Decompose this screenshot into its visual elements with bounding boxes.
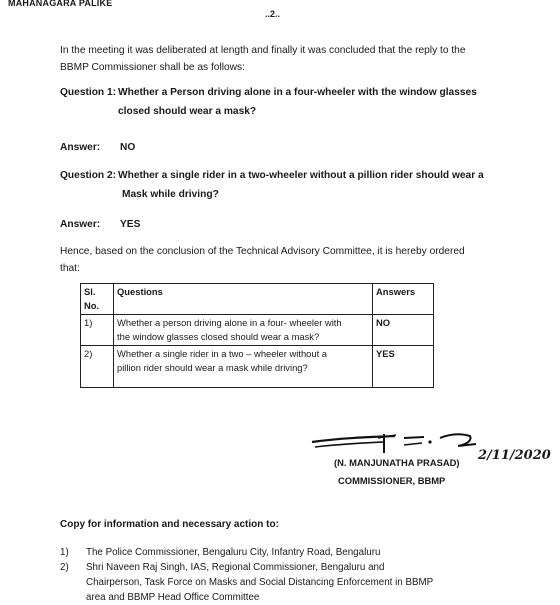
answer-1-label: Answer:: [60, 142, 101, 153]
row-1-answer: NO: [373, 315, 434, 346]
org-header: MAHANAGARA PALIKE: [8, 0, 113, 8]
page-number: ..2..: [265, 9, 281, 19]
answer-1-value: NO: [120, 142, 136, 153]
intro-line-2: BBMP Commissioner shall be as follows:: [60, 62, 245, 73]
header-no: No.: [84, 300, 100, 311]
question-2-label: Question 2:: [60, 170, 117, 181]
copy-list: [60, 545, 510, 605]
list-item-number: 1): [60, 547, 69, 558]
question-2-line-2: Mask while driving?: [122, 189, 219, 200]
row-2-sl: 2): [81, 346, 114, 388]
intro-line-1: In the meeting it was deliberated at length and finally it was concluded that the reply to the: [60, 45, 466, 56]
header-questions: Questions: [114, 284, 373, 315]
row-2-question-line-2: pillion rider should wear a mask while driving?: [117, 362, 308, 373]
list-item: [60, 545, 510, 560]
question-1-line-2: closed should wear a mask?: [118, 106, 257, 117]
order-paragraph: [60, 243, 465, 277]
answer-2-value: YES: [120, 219, 141, 230]
question-2-line-1: Whether a single rider in a two-wheeler without a pillion rider should wear a: [118, 170, 484, 181]
row-2-answer: YES: [373, 346, 434, 388]
signatory-title: COMMISSIONER, BBMP: [338, 475, 446, 486]
row-1-question-line-1: Whether a person driving alone in a four- wheeler with: [117, 317, 342, 328]
row-2-question-line-1: Whether a single rider in a two – wheeler without a: [117, 348, 328, 359]
signatory-name: (N. MANJUNATHA PRASAD): [334, 457, 460, 468]
copy-heading: Copy for information and necessary action to:: [60, 519, 279, 530]
question-1-line-1: Whether a Person driving alone in a four-wheeler with the window glasses: [118, 87, 477, 98]
order-line-1: Hence, based on the conclusion of the Technical Advisory Committee, it is hereby ordered: [60, 246, 465, 257]
header-sl: Sl.: [84, 286, 96, 297]
table-header-row: [81, 284, 434, 315]
row-1-question: [114, 315, 373, 346]
answer-2: [60, 219, 140, 230]
table-row: [81, 315, 434, 346]
question-1: [60, 83, 477, 121]
answer-1: [60, 142, 135, 153]
row-1-sl: 1): [81, 315, 114, 346]
row-2-question: [114, 346, 373, 388]
header-sl-no: [81, 284, 114, 315]
list-item: [60, 560, 510, 605]
list-item-text: Shri Naveen Raj Singh, IAS, Regional Commissioner, Bengaluru and: [86, 562, 385, 573]
intro-paragraph: [60, 42, 466, 76]
handwritten-date: 2/11/2020: [478, 448, 551, 463]
header-answers: Answers: [373, 284, 434, 315]
signature-image: [300, 418, 500, 458]
table-row: [81, 346, 434, 388]
row-1-question-line-2: the window glasses closed should wear a mask?: [117, 331, 320, 342]
list-item-text: area and BBMP Head Office Committee: [86, 592, 260, 603]
question-1-label: Question 1:: [60, 87, 117, 98]
list-item-text: Chairperson, Task Force on Masks and Social Distancing Enforcement in BBMP: [86, 577, 434, 588]
answer-2-label: Answer:: [60, 219, 101, 230]
list-item-number: 2): [60, 562, 69, 573]
order-line-2: that:: [60, 263, 80, 274]
question-2: [60, 166, 484, 204]
list-item-text: The Police Commissioner, Bengaluru City, Infantry Road, Bengaluru: [86, 547, 381, 558]
order-table: [80, 283, 434, 388]
